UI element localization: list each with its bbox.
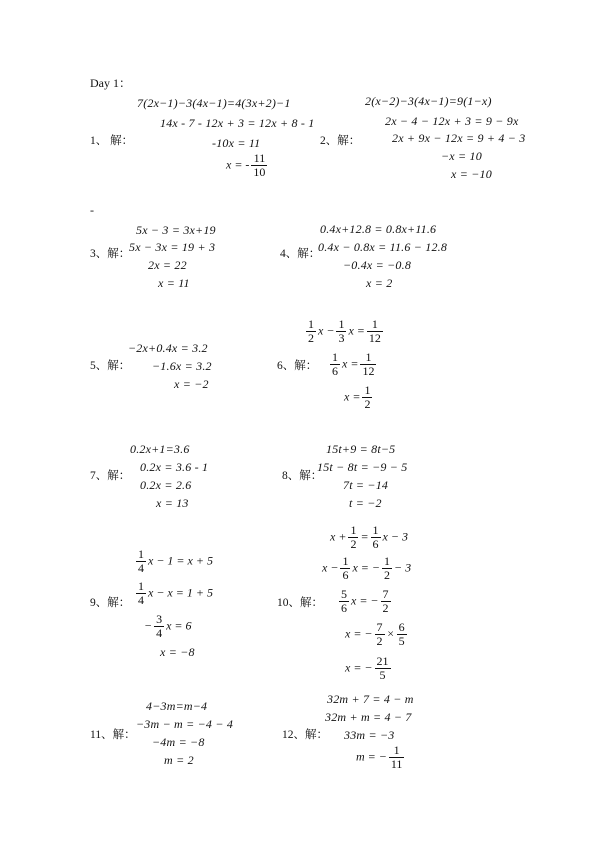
fraction — [375, 621, 385, 648]
fraction — [397, 621, 407, 648]
problem-7-line-4: x = 13 — [156, 496, 189, 510]
denominator: 2 — [350, 537, 357, 551]
numerator: 6 — [398, 620, 405, 634]
fraction — [251, 152, 267, 179]
problem-6-line-3 — [344, 384, 374, 411]
page-title: Day 1： — [90, 76, 131, 90]
numerator: 7 — [382, 587, 389, 601]
fraction — [360, 351, 376, 378]
numerator: 1 — [338, 317, 345, 331]
operator: x = − — [345, 626, 373, 641]
fraction — [136, 548, 146, 575]
problem-3-line-2: 5x − 3x = 19 + 3 — [129, 240, 216, 254]
problem-5-line-2: −1.6x = 3.2 — [152, 359, 212, 373]
problem-5-line-1: −2x+0.4x = 3.2 — [128, 341, 208, 355]
problem-4-line-2: 0.4x − 0.8x = 11.6 − 12.8 — [318, 240, 448, 254]
problem-9-line-2 — [134, 580, 213, 607]
operator: m = − — [356, 749, 387, 764]
problem-4-line-4: x = 2 — [366, 276, 393, 290]
problem-1-final-lhs: x = - — [226, 157, 250, 172]
problem-3-line-4: x = 11 — [158, 276, 190, 290]
operator: x + — [330, 529, 347, 544]
problem-6-line-1 — [304, 318, 385, 345]
problem-8-line-2: 15t − 8t = −9 − 5 — [317, 460, 408, 474]
problem-5-label: 5、解： — [90, 360, 131, 372]
expression: x = 6 — [166, 618, 192, 633]
problem-5-line-3: x = −2 — [174, 377, 209, 391]
problem-10-line-2 — [322, 555, 411, 582]
numerator: 1 — [364, 383, 371, 397]
numerator: 7 — [376, 620, 383, 634]
operator: x = − — [352, 560, 380, 575]
fraction — [336, 318, 346, 345]
problem-9-line-3 — [144, 613, 192, 640]
numerator: 1 — [383, 554, 390, 568]
numerator: 1 — [360, 351, 376, 365]
operator: x = − — [351, 593, 379, 608]
numerator: 1 — [138, 547, 144, 561]
problem-2-line-4: −x = 10 — [441, 149, 482, 163]
problem-9-line-1 — [134, 548, 213, 575]
fraction — [389, 744, 405, 771]
problem-6-line-2 — [328, 351, 378, 378]
operator: x = — [342, 356, 359, 371]
numerator: 1 — [138, 579, 144, 593]
problem-9-line-4: x = −8 — [160, 645, 195, 659]
problem-3-label: 3、解： — [90, 248, 131, 260]
denominator: 12 — [362, 364, 375, 378]
fraction — [330, 351, 340, 378]
problem-9-label: 9、解： — [90, 597, 131, 609]
operator: x = — [348, 323, 365, 338]
denominator: 6 — [341, 601, 347, 615]
problem-11-line-4: m = 2 — [164, 753, 194, 767]
fraction — [136, 580, 146, 607]
problem-10-line-5 — [345, 655, 393, 682]
expression: − 3 — [393, 560, 412, 575]
fraction — [367, 318, 383, 345]
fraction — [381, 588, 391, 615]
problem-4-label: 4、解： — [280, 248, 321, 260]
numerator: 1 — [308, 317, 314, 331]
numerator: 1 — [372, 523, 379, 537]
problem-8-line-4: t = −2 — [349, 496, 382, 510]
problem-11-line-3: −4m = −8 — [152, 735, 205, 749]
problem-3-line-3: 2x = 22 — [148, 258, 187, 272]
problem-10-line-3 — [337, 588, 393, 615]
problem-10-label: 10、解： — [277, 597, 323, 609]
denominator: 2 — [364, 397, 371, 411]
problem-2-line-5: x = −10 — [451, 167, 492, 181]
problem-2-line-1: 2(x−2)−3(4x−1)=9(1−x) — [365, 94, 492, 108]
problem-12-line-4 — [356, 744, 406, 771]
numerator: 11 — [251, 152, 267, 166]
operator: x = − — [345, 660, 373, 675]
problem-4-line-1: 0.4x+12.8 = 0.8x+11.6 — [320, 222, 437, 236]
problem-1-line-3: -10x = 11 — [212, 136, 261, 150]
denominator: 2 — [382, 601, 389, 615]
problem-7-label: 7、解： — [90, 470, 131, 482]
problem-7-line-3: 0.2x = 2.6 — [140, 478, 192, 492]
problem-10-line-4 — [345, 621, 409, 648]
denominator: 2 — [308, 331, 314, 345]
fraction — [154, 613, 164, 640]
problem-2-line-2: 2x − 4 − 12x + 3 = 9 − 9x — [385, 114, 519, 128]
problem-12-line-1: 32m + 7 = 4 − m — [327, 692, 414, 706]
problem-12-line-2: 32m + m = 4 − 7 — [325, 710, 412, 724]
operator: x − — [318, 323, 335, 338]
denominator: 10 — [253, 165, 266, 179]
problem-8-line-1: 15t+9 = 8t−5 — [326, 442, 396, 456]
numerator: 5 — [341, 587, 347, 601]
denominator: 4 — [138, 561, 144, 575]
problem-3-line-1: 5x − 3 = 3x+19 — [136, 223, 216, 237]
problem-11-line-1: 4−3m=m−4 — [146, 699, 208, 713]
fraction — [348, 524, 358, 551]
denominator: 5 — [398, 634, 405, 648]
numerator: 1 — [389, 744, 405, 758]
operator: x = — [344, 389, 361, 404]
operator: x − — [322, 560, 339, 575]
denominator: 2 — [383, 568, 390, 582]
denominator: 6 — [372, 537, 379, 551]
problem-1-line-1: 7(2x−1)−3(4x−1)=4(3x+2)−1 — [137, 96, 291, 110]
denominator: 11 — [390, 757, 403, 771]
problem-1-label: 1、 解： — [90, 135, 134, 147]
denominator: 5 — [379, 668, 386, 682]
denominator: 3 — [338, 331, 345, 345]
denominator: 6 — [342, 568, 349, 582]
problem-8-line-3: 7t = −14 — [343, 478, 389, 492]
denominator: 4 — [156, 626, 163, 640]
fraction — [362, 384, 372, 411]
numerator: 1 — [342, 554, 349, 568]
fraction — [306, 318, 316, 345]
problem-11-label: 11、解： — [90, 729, 136, 741]
stray-mark: - — [90, 203, 94, 217]
fraction — [339, 588, 349, 615]
expression: x − 1 = x + 5 — [148, 553, 213, 568]
denominator: 6 — [332, 364, 338, 378]
problem-7-line-1: 0.2x+1=3.6 — [130, 442, 190, 456]
problem-12-label: 12、解： — [282, 729, 328, 741]
problem-2-line-3: 2x + 9x − 12x = 9 + 4 − 3 — [392, 131, 526, 145]
numerator: 3 — [156, 612, 163, 626]
expression: x − x = 1 + 5 — [148, 585, 213, 600]
fraction — [340, 555, 350, 582]
problem-1-line-2: 14x - 7 - 12x + 3 = 12x + 8 - 1 — [160, 116, 315, 130]
fraction — [371, 524, 381, 551]
problem-2-label: 2、解： — [320, 135, 361, 147]
problem-1-line-4 — [226, 152, 269, 179]
problem-6-label: 6、解： — [277, 360, 318, 372]
problem-8-label: 8、解： — [282, 470, 323, 482]
fraction — [382, 555, 392, 582]
problem-4-line-3: −0.4x = −0.8 — [343, 258, 412, 272]
numerator: 1 — [350, 523, 357, 537]
expression: x − 3 — [382, 529, 408, 544]
denominator: 4 — [138, 593, 144, 607]
operator: × — [386, 626, 395, 641]
problem-7-line-2: 0.2x = 3.6 - 1 — [140, 460, 209, 474]
denominator: 2 — [376, 634, 383, 648]
problem-10-line-1 — [330, 524, 408, 551]
problem-11-line-2: −3m − m = −4 − 4 — [136, 717, 234, 731]
numerator: 21 — [376, 654, 389, 668]
fraction — [375, 655, 391, 682]
numerator: 1 — [367, 318, 383, 332]
problem-12-line-3: 33m = −3 — [344, 728, 395, 742]
numerator: 1 — [332, 350, 338, 364]
operator: = — [360, 529, 369, 544]
operator: − — [144, 618, 153, 633]
denominator: 12 — [368, 331, 381, 345]
